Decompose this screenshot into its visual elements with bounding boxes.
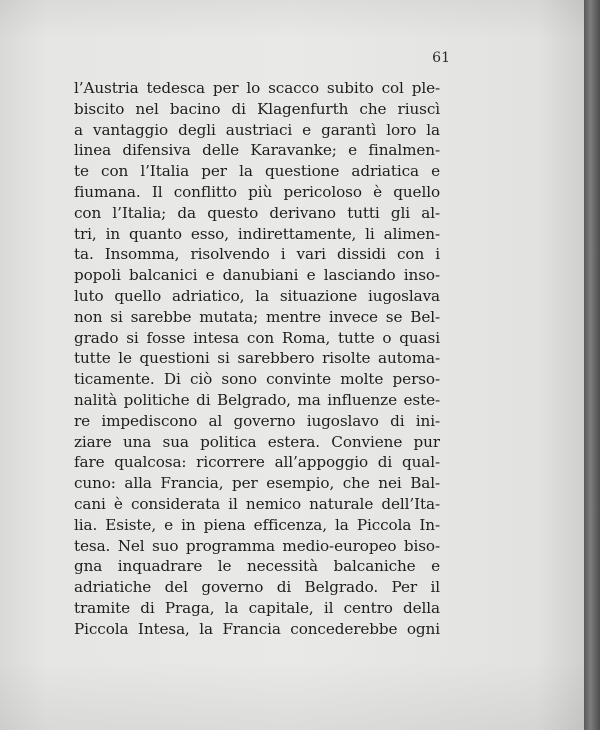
page-shading-bottom bbox=[0, 660, 584, 730]
text-line: cani è considerata il nemico naturale dell’Ita- bbox=[74, 494, 440, 513]
text-line: tutte le questioni si sarebbero risolte automa- bbox=[74, 349, 440, 368]
text-line: a vantaggio degli austriaci e garantì loro la bbox=[74, 120, 440, 139]
text-line: cuno: alla Francia, per esempio, che nei Bal- bbox=[74, 474, 440, 493]
text-line: re impediscono al governo iugoslavo di ini- bbox=[74, 411, 440, 430]
text-line: tramite di Praga, la capitale, il centro della bbox=[74, 598, 440, 617]
text-line: nalità politiche di Belgrado, ma influenze este- bbox=[74, 390, 440, 409]
body-text bbox=[74, 78, 440, 640]
text-line: Piccola Intesa, la Francia concederebbe ogni bbox=[74, 619, 440, 638]
text-line: fiumana. Il conflitto più pericoloso è quello bbox=[74, 182, 440, 201]
text-line: fare qualcosa: ricorrere all’appoggio di qual- bbox=[74, 453, 440, 472]
page-number: 61 bbox=[432, 50, 450, 66]
book-page-edge bbox=[584, 0, 600, 730]
text-line: ticamente. Di ciò sono convinte molte perso- bbox=[74, 370, 440, 389]
text-line: non si sarebbe mutata; mentre invece se Bel- bbox=[74, 307, 440, 326]
text-line: grado si fosse intesa con Roma, tutte o quasi bbox=[74, 328, 440, 347]
text-line: ziare una sua politica estera. Conviene pur bbox=[74, 432, 440, 451]
text-line: l’Austria tedesca per lo scacco subito col ple- bbox=[74, 79, 440, 97]
text-line: gna inquadrare le necessità balcaniche e bbox=[74, 557, 440, 576]
text-line: biscito nel bacino di Klagenfurth che riuscì bbox=[74, 99, 440, 118]
text-line: popoli balcanici e danubiani e lasciando inso- bbox=[74, 266, 440, 285]
text-line: ta. Insomma, risolvendo i vari dissidi con i bbox=[74, 245, 440, 264]
page-shading-top bbox=[0, 0, 584, 40]
text-line: luto quello adriatico, la situazione iugoslava bbox=[74, 286, 440, 305]
text-line: adriatiche del governo di Belgrado. Per il bbox=[74, 578, 440, 597]
text-line: tri, in quanto esso, indirettamente, li alimen- bbox=[74, 224, 440, 243]
text-line: linea difensiva delle Karavanke; e finalmen- bbox=[74, 141, 440, 160]
text-line: tesa. Nel suo programma medio-europeo biso- bbox=[74, 536, 440, 555]
text-line: te con l’Italia per la questione adriatica e bbox=[74, 162, 440, 181]
text-line: con l’Italia; da questo derivano tutti gli al- bbox=[74, 203, 440, 222]
text-line: lia. Esiste, e in piena efficenza, la Piccola In- bbox=[74, 515, 440, 534]
